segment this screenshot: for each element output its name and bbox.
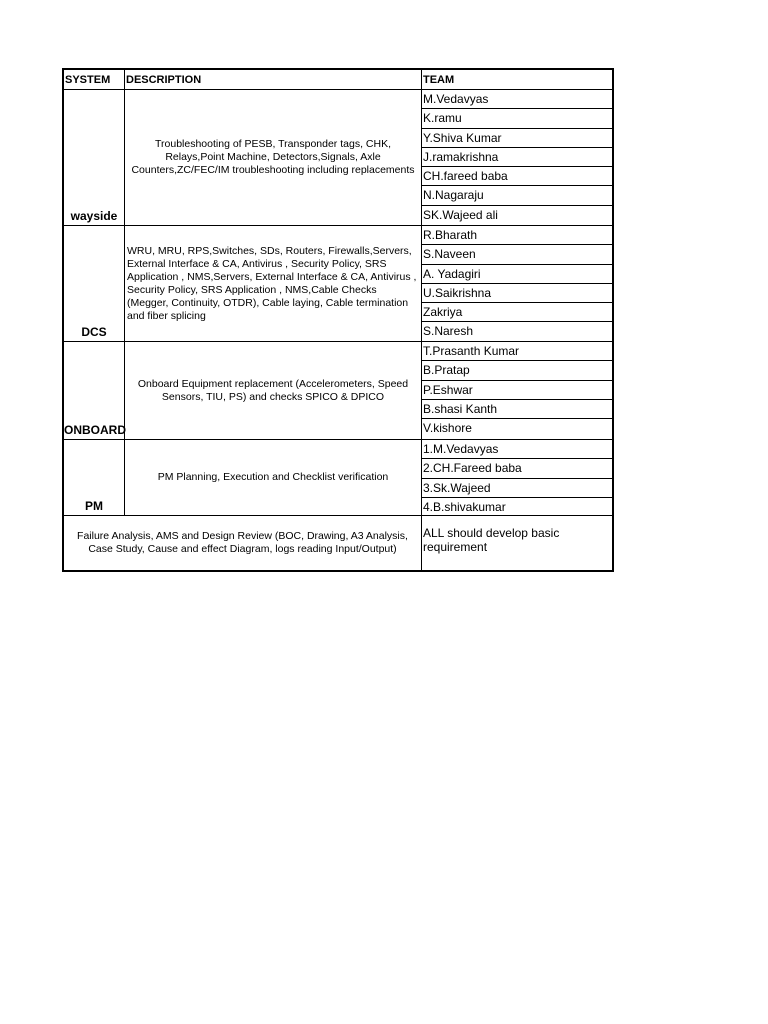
team-member: 2.CH.Fareed baba: [422, 459, 612, 478]
general-description-cell: [64, 516, 422, 570]
team-member: 3.Sk.Wajeed: [422, 479, 612, 498]
team-member: R.Bharath: [422, 226, 612, 245]
description-text: Onboard Equipment replacement (Accelerometers, Speed Sensors, TIU, PS) and checks SPICO & DPICO: [137, 377, 409, 403]
header-system: SYSTEM: [64, 70, 125, 90]
system-cell: [64, 90, 125, 225]
description-cell: [125, 226, 422, 341]
system-cell: [64, 226, 125, 341]
team-member: N.Nagaraju: [422, 186, 612, 205]
team-member: K.ramu: [422, 109, 612, 128]
general-description-text: Failure Analysis, AMS and Design Review (BOC, Drawing, A3 Analysis, Case Study, Cause and effect Diagram, logs reading Input/Output): [77, 530, 408, 555]
team-list: [422, 440, 612, 515]
row-onboard: [64, 342, 612, 440]
team-matrix-table: [62, 68, 614, 572]
description-text: PM Planning, Execution and Checklist verification: [157, 471, 389, 483]
team-member: B.Pratap: [422, 361, 612, 380]
system-label: PM: [85, 499, 103, 513]
description-text: Troubleshooting of PESB, Transponder tags, CHK, Relays,Point Machine, Detectors,Signals, Axle Counters,ZC/FEC/IM troubleshooting including replacements: [131, 138, 415, 176]
team-member: SK.Wajeed ali: [423, 207, 498, 222]
header-team: TEAM: [422, 70, 612, 90]
row-pm: [64, 440, 612, 516]
team-list: [422, 90, 612, 225]
team-member: P.Eshwar: [422, 381, 612, 400]
team-member: J.ramakrishna: [422, 148, 612, 167]
team-member: T.Prasanth Kumar: [422, 342, 612, 361]
team-member: S.Naveen: [422, 245, 612, 264]
team-member: Y.Shiva Kumar: [422, 129, 612, 148]
system-cell: [64, 440, 125, 515]
row-wayside: [64, 90, 612, 226]
general-team-note: ALL should develop basic requirement: [423, 526, 560, 554]
system-label: ONBOARD: [64, 423, 126, 437]
description-cell: [125, 342, 422, 439]
team-member: M.Vedavyas: [422, 90, 612, 109]
system-cell: [64, 342, 125, 439]
system-label: DCS: [81, 325, 107, 339]
row-general: [64, 516, 612, 570]
system-label: wayside: [70, 209, 118, 223]
team-member: Zakriya: [422, 303, 612, 322]
team-member: V.kishore: [423, 421, 472, 436]
team-list: [422, 226, 612, 341]
description-cell: [125, 440, 422, 515]
row-dcs: [64, 226, 612, 342]
header-description: DESCRIPTION: [125, 70, 422, 90]
team-member: 4.B.shivakumar: [423, 499, 506, 514]
team-member: U.Saikrishna: [422, 284, 612, 303]
description-cell: [125, 90, 422, 225]
team-member: 1.M.Vedavyas: [422, 440, 612, 459]
team-list: [422, 342, 612, 439]
team-member: CH.fareed baba: [422, 167, 612, 186]
team-member: A. Yadagiri: [422, 265, 612, 284]
team-member: B.shasi Kanth: [422, 400, 612, 419]
description-text: WRU, MRU, RPS,Switches, SDs, Routers, Firewalls,Servers, External Interface & CA, Antivirus , Security Policy, SRS Application , NMS,Servers, External Interface & CA, Antivirus , Security Policy, SRS Application , NMS,Cable Checks (Megger, Continuity, OTDR), Cable laying, Cable termination and fiber splicing: [127, 244, 417, 322]
team-member: S.Naresh: [423, 324, 474, 339]
